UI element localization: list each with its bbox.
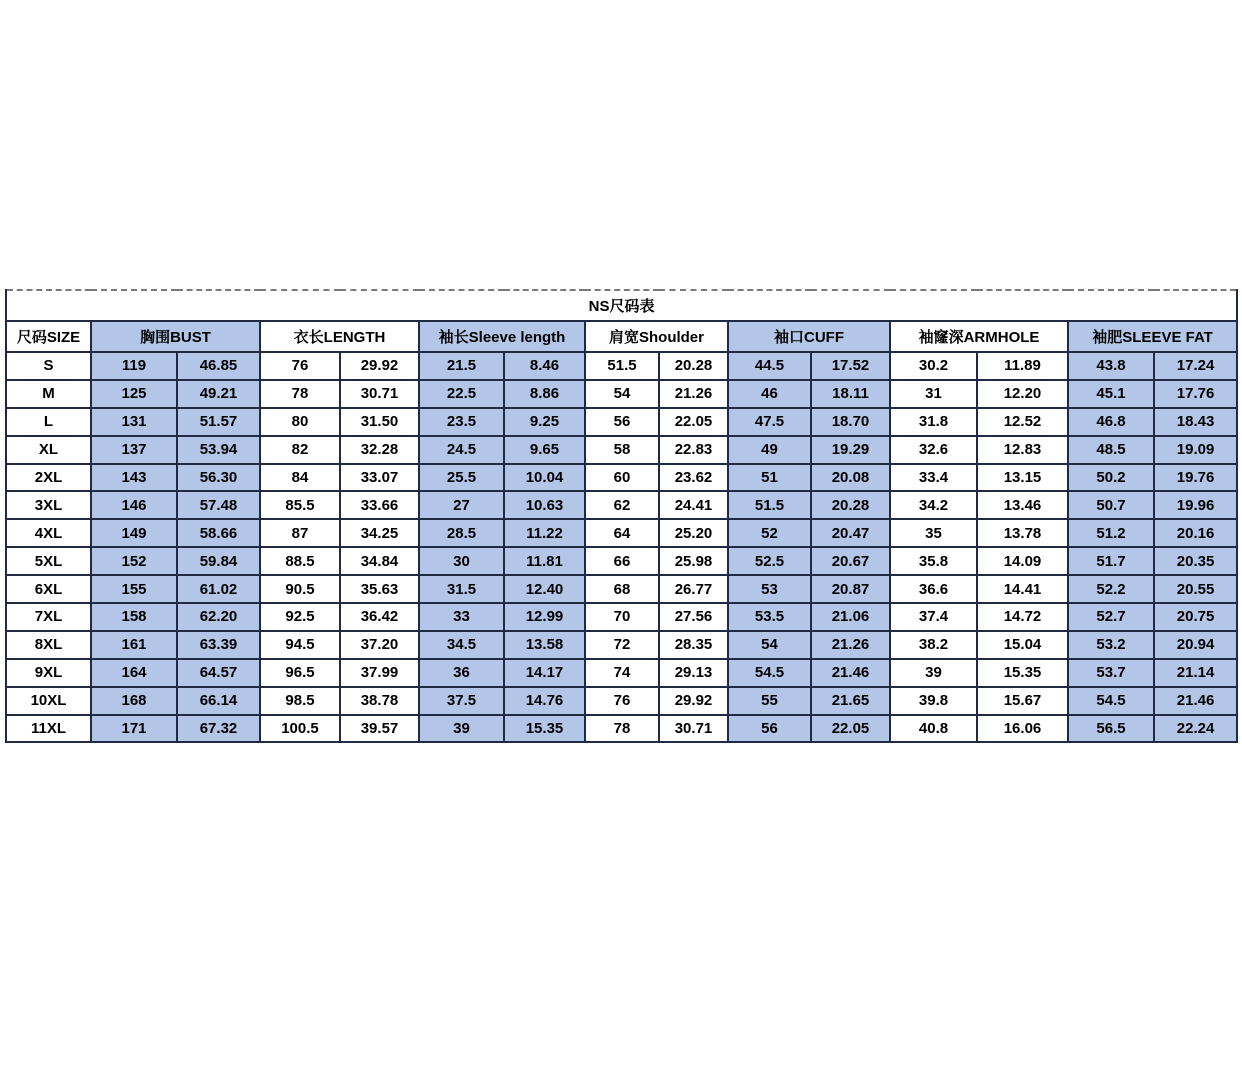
value-cell: 36 [419,659,504,687]
value-cell: 12.99 [504,603,585,631]
value-cell: 33.4 [890,464,977,492]
value-cell: 33.07 [340,464,419,492]
value-cell: 25.5 [419,464,504,492]
value-cell: 21.46 [1154,687,1237,715]
value-cell: 131 [91,408,177,436]
value-cell: 11.22 [504,519,585,547]
value-cell: 32.28 [340,436,419,464]
value-cell: 149 [91,519,177,547]
value-cell: 22.05 [659,408,728,436]
value-cell: 51.57 [177,408,260,436]
value-cell: 17.52 [811,352,890,380]
value-cell: 70 [585,603,659,631]
table-row [6,659,1237,687]
value-cell: 21.26 [659,380,728,408]
value-cell: 47.5 [728,408,811,436]
value-cell: 21.14 [1154,659,1237,687]
value-cell: 56 [728,715,811,743]
size-chart-table [5,289,1238,743]
value-cell: 24.5 [419,436,504,464]
value-cell: 21.65 [811,687,890,715]
value-cell: 137 [91,436,177,464]
value-cell: 28.5 [419,519,504,547]
value-cell: 22.5 [419,380,504,408]
value-cell: 34.2 [890,491,977,519]
value-cell: 171 [91,715,177,743]
size-cell: 11XL [6,715,91,743]
value-cell: 76 [260,352,340,380]
value-cell: 14.76 [504,687,585,715]
value-cell: 39.57 [340,715,419,743]
table-row [6,352,1237,380]
value-cell: 76 [585,687,659,715]
value-cell: 31.8 [890,408,977,436]
value-cell: 155 [91,575,177,603]
value-cell: 13.15 [977,464,1068,492]
value-cell: 46.8 [1068,408,1154,436]
table-title: NS尺码表 [6,290,1237,321]
size-cell: 3XL [6,491,91,519]
value-cell: 36.42 [340,603,419,631]
value-cell: 24.41 [659,491,728,519]
value-cell: 100.5 [260,715,340,743]
value-cell: 68 [585,575,659,603]
value-cell: 14.72 [977,603,1068,631]
table-row [6,519,1237,547]
value-cell: 10.63 [504,491,585,519]
value-cell: 51.7 [1068,547,1154,575]
value-cell: 84 [260,464,340,492]
value-cell: 146 [91,491,177,519]
value-cell: 12.40 [504,575,585,603]
value-cell: 56.5 [1068,715,1154,743]
value-cell: 55 [728,687,811,715]
value-cell: 44.5 [728,352,811,380]
value-cell: 11.89 [977,352,1068,380]
value-cell: 53.94 [177,436,260,464]
value-cell: 18.11 [811,380,890,408]
value-cell: 17.24 [1154,352,1237,380]
table-row [6,464,1237,492]
value-cell: 35.8 [890,547,977,575]
value-cell: 51.2 [1068,519,1154,547]
value-cell: 60 [585,464,659,492]
value-cell: 12.52 [977,408,1068,436]
value-cell: 20.94 [1154,631,1237,659]
value-cell: 143 [91,464,177,492]
value-cell: 16.06 [977,715,1068,743]
value-cell: 21.26 [811,631,890,659]
value-cell: 56.30 [177,464,260,492]
value-cell: 21.46 [811,659,890,687]
value-cell: 15.04 [977,631,1068,659]
table-row [6,380,1237,408]
value-cell: 88.5 [260,547,340,575]
value-cell: 20.08 [811,464,890,492]
table-row [6,491,1237,519]
value-cell: 52 [728,519,811,547]
column-header: 胸围BUST [91,321,260,352]
value-cell: 20.28 [659,352,728,380]
value-cell: 11.81 [504,547,585,575]
value-cell: 26.77 [659,575,728,603]
value-cell: 54 [728,631,811,659]
value-cell: 80 [260,408,340,436]
value-cell: 12.20 [977,380,1068,408]
header-row [6,321,1237,352]
value-cell: 35.63 [340,575,419,603]
value-cell: 37.4 [890,603,977,631]
value-cell: 87 [260,519,340,547]
value-cell: 64.57 [177,659,260,687]
value-cell: 15.35 [977,659,1068,687]
value-cell: 50.2 [1068,464,1154,492]
value-cell: 98.5 [260,687,340,715]
value-cell: 13.58 [504,631,585,659]
size-cell: 8XL [6,631,91,659]
value-cell: 66 [585,547,659,575]
value-cell: 58.66 [177,519,260,547]
value-cell: 19.76 [1154,464,1237,492]
value-cell: 37.20 [340,631,419,659]
value-cell: 62.20 [177,603,260,631]
value-cell: 30.71 [659,715,728,743]
value-cell: 56 [585,408,659,436]
size-cell: 2XL [6,464,91,492]
value-cell: 29.13 [659,659,728,687]
value-cell: 10.04 [504,464,585,492]
value-cell: 20.47 [811,519,890,547]
value-cell: 20.55 [1154,575,1237,603]
table-row [6,575,1237,603]
value-cell: 96.5 [260,659,340,687]
value-cell: 29.92 [340,352,419,380]
value-cell: 63.39 [177,631,260,659]
column-header: 袖长Sleeve length [419,321,585,352]
value-cell: 85.5 [260,491,340,519]
value-cell: 19.96 [1154,491,1237,519]
value-cell: 158 [91,603,177,631]
value-cell: 58 [585,436,659,464]
value-cell: 51.5 [728,491,811,519]
value-cell: 9.65 [504,436,585,464]
value-cell: 31.5 [419,575,504,603]
value-cell: 20.75 [1154,603,1237,631]
value-cell: 28.35 [659,631,728,659]
value-cell: 37.99 [340,659,419,687]
value-cell: 49.21 [177,380,260,408]
column-header: 肩宽Shoulder [585,321,728,352]
value-cell: 61.02 [177,575,260,603]
size-cell: M [6,380,91,408]
value-cell: 119 [91,352,177,380]
value-cell: 57.48 [177,491,260,519]
value-cell: 33.66 [340,491,419,519]
value-cell: 82 [260,436,340,464]
value-cell: 66.14 [177,687,260,715]
value-cell: 52.7 [1068,603,1154,631]
value-cell: 20.87 [811,575,890,603]
value-cell: 21.5 [419,352,504,380]
value-cell: 19.29 [811,436,890,464]
value-cell: 20.28 [811,491,890,519]
value-cell: 27.56 [659,603,728,631]
value-cell: 15.67 [977,687,1068,715]
value-cell: 50.7 [1068,491,1154,519]
value-cell: 38.78 [340,687,419,715]
value-cell: 46.85 [177,352,260,380]
value-cell: 161 [91,631,177,659]
value-cell: 13.46 [977,491,1068,519]
value-cell: 90.5 [260,575,340,603]
value-cell: 13.78 [977,519,1068,547]
value-cell: 45.1 [1068,380,1154,408]
value-cell: 125 [91,380,177,408]
value-cell: 72 [585,631,659,659]
value-cell: 62 [585,491,659,519]
value-cell: 14.17 [504,659,585,687]
value-cell: 9.25 [504,408,585,436]
value-cell: 18.70 [811,408,890,436]
table-row [6,687,1237,715]
value-cell: 48.5 [1068,436,1154,464]
value-cell: 21.06 [811,603,890,631]
value-cell: 31.50 [340,408,419,436]
value-cell: 74 [585,659,659,687]
value-cell: 18.43 [1154,408,1237,436]
value-cell: 30.2 [890,352,977,380]
value-cell: 54 [585,380,659,408]
value-cell: 37.5 [419,687,504,715]
value-cell: 51.5 [585,352,659,380]
value-cell: 164 [91,659,177,687]
value-cell: 19.09 [1154,436,1237,464]
size-cell: XL [6,436,91,464]
column-header: 袖窿深ARMHOLE [890,321,1068,352]
size-cell: S [6,352,91,380]
value-cell: 20.67 [811,547,890,575]
value-cell: 46 [728,380,811,408]
value-cell: 32.6 [890,436,977,464]
value-cell: 33 [419,603,504,631]
column-header: 袖肥SLEEVE FAT [1068,321,1237,352]
size-cell: 9XL [6,659,91,687]
size-cell: 5XL [6,547,91,575]
size-cell: L [6,408,91,436]
value-cell: 39.8 [890,687,977,715]
value-cell: 92.5 [260,603,340,631]
value-cell: 168 [91,687,177,715]
value-cell: 14.41 [977,575,1068,603]
value-cell: 51 [728,464,811,492]
table-row [6,547,1237,575]
value-cell: 23.5 [419,408,504,436]
size-cell: 4XL [6,519,91,547]
column-header: 袖口CUFF [728,321,890,352]
value-cell: 23.62 [659,464,728,492]
value-cell: 34.5 [419,631,504,659]
value-cell: 52.5 [728,547,811,575]
value-cell: 22.83 [659,436,728,464]
title-row [6,290,1237,321]
value-cell: 59.84 [177,547,260,575]
table-row [6,408,1237,436]
size-cell: 6XL [6,575,91,603]
value-cell: 67.32 [177,715,260,743]
value-cell: 54.5 [728,659,811,687]
value-cell: 54.5 [1068,687,1154,715]
value-cell: 8.86 [504,380,585,408]
value-cell: 78 [585,715,659,743]
value-cell: 20.35 [1154,547,1237,575]
value-cell: 35 [890,519,977,547]
value-cell: 25.20 [659,519,728,547]
column-header: 尺码SIZE [6,321,91,352]
table-row [6,715,1237,743]
value-cell: 34.25 [340,519,419,547]
value-cell: 14.09 [977,547,1068,575]
value-cell: 53.5 [728,603,811,631]
size-cell: 10XL [6,687,91,715]
value-cell: 22.24 [1154,715,1237,743]
value-cell: 40.8 [890,715,977,743]
value-cell: 53 [728,575,811,603]
value-cell: 34.84 [340,547,419,575]
value-cell: 53.2 [1068,631,1154,659]
value-cell: 36.6 [890,575,977,603]
value-cell: 30 [419,547,504,575]
value-cell: 39 [890,659,977,687]
table-row [6,603,1237,631]
value-cell: 53.7 [1068,659,1154,687]
value-cell: 25.98 [659,547,728,575]
value-cell: 152 [91,547,177,575]
value-cell: 64 [585,519,659,547]
value-cell: 78 [260,380,340,408]
value-cell: 29.92 [659,687,728,715]
value-cell: 27 [419,491,504,519]
value-cell: 38.2 [890,631,977,659]
value-cell: 22.05 [811,715,890,743]
value-cell: 43.8 [1068,352,1154,380]
value-cell: 20.16 [1154,519,1237,547]
table-row [6,631,1237,659]
value-cell: 12.83 [977,436,1068,464]
column-header: 衣长LENGTH [260,321,419,352]
value-cell: 31 [890,380,977,408]
size-chart-body [6,290,1237,742]
value-cell: 49 [728,436,811,464]
value-cell: 17.76 [1154,380,1237,408]
size-cell: 7XL [6,603,91,631]
table-row [6,436,1237,464]
value-cell: 39 [419,715,504,743]
value-cell: 30.71 [340,380,419,408]
value-cell: 8.46 [504,352,585,380]
value-cell: 94.5 [260,631,340,659]
value-cell: 15.35 [504,715,585,743]
value-cell: 52.2 [1068,575,1154,603]
